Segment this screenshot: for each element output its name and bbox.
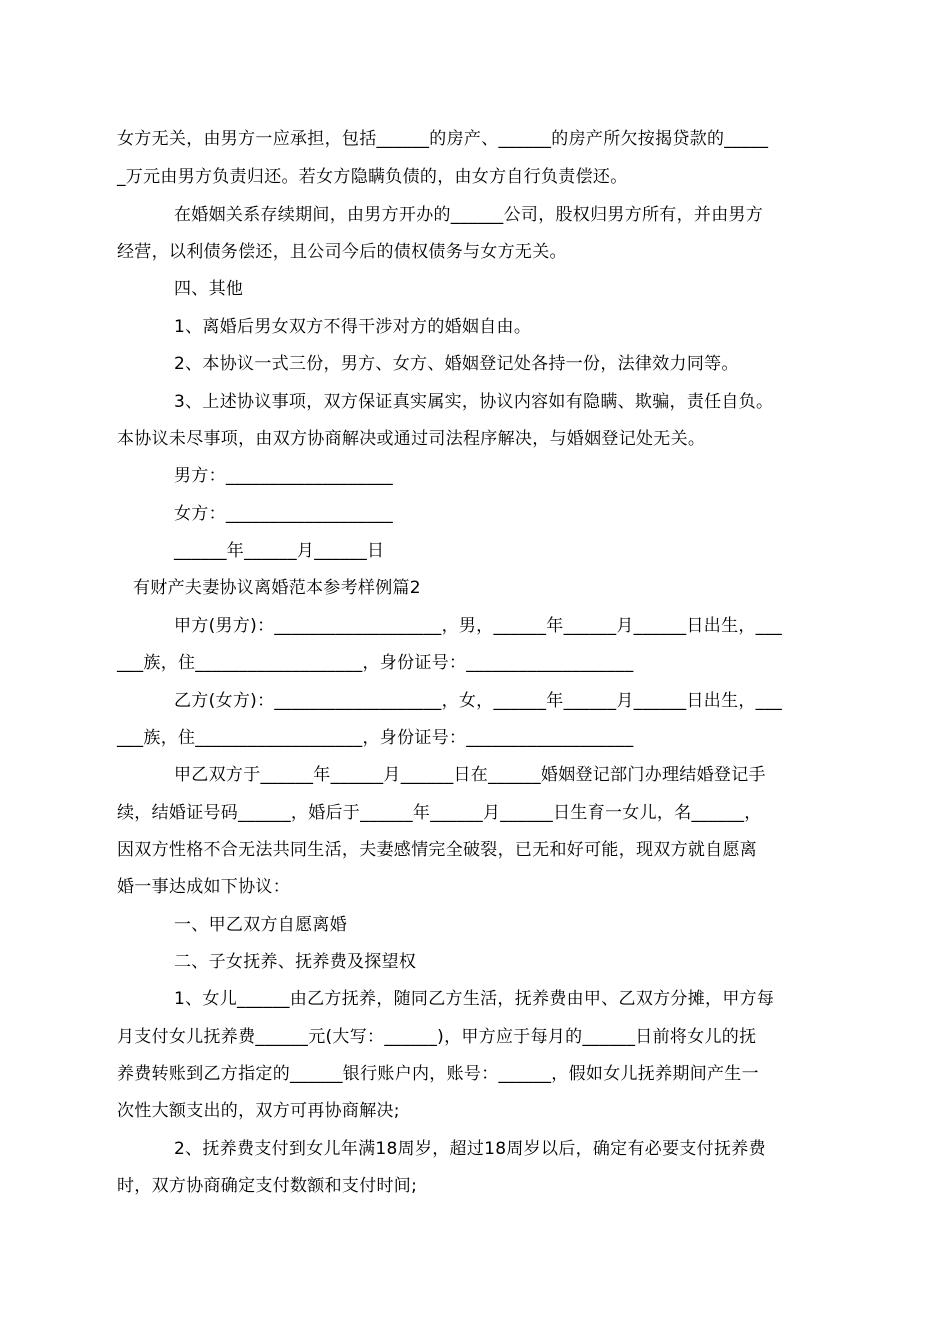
paragraph-line: 次性大额支出的，双方可再协商解决; — [117, 1101, 400, 1121]
paragraph-line: 在婚姻关系存续期间，由男方开办的______公司，股权归男方所有，并由男方 — [174, 205, 764, 225]
paragraph-line: _万元由男方负责归还。若女方隐瞒负债的，由女方自行负责偿还。 — [117, 167, 628, 187]
paragraph-line: 养费转账到乙方指定的______银行账户内，账号：______，假如女儿抚养期间产生一 — [117, 1064, 759, 1084]
signature-line-female: 女方：___________________ — [174, 504, 394, 524]
paragraph-line: 婚一事达成如下协议： — [117, 877, 290, 897]
paragraph-line: 1、女儿______由乙方抚养，随同乙方生活，抚养费由甲、乙双方分摊，甲方每 — [174, 989, 775, 1009]
paragraph-line: 本协议未尽事项，由双方协商解决或通过司法程序解决，与婚姻登记处无关。 — [117, 429, 706, 449]
paragraph-line: 时，双方协商确定支付数额和支付时间; — [117, 1176, 418, 1196]
paragraph-line: 2、抚养费支付到女儿年满18周岁，超过18周岁以后，确定有必要支付抚养费 — [174, 1139, 766, 1159]
paragraph-line: 月支付女儿抚养费______元(大写：______)，甲方应于每月的______日前将女儿的抚 — [117, 1027, 757, 1047]
paragraph-line: ___族，住___________________，身份证号：___________________ — [117, 728, 634, 748]
paragraph-line: ___族，住___________________，身份证号：___________________ — [117, 653, 634, 673]
paragraph-line: 3、上述协议事项，双方保证真实属实，协议内容如有隐瞒、欺骗，责任自负。 — [174, 392, 774, 412]
paragraph-line: 乙方(女方)：___________________，女，______年______月______日出生，___ — [174, 691, 783, 711]
section-heading: 二、子女抚养、抚养费及探望权 — [174, 952, 417, 972]
section-heading: 一、甲乙双方自愿离婚 — [174, 915, 347, 935]
paragraph-line: 甲方(男方)：___________________，男，______年______月______日出生，___ — [174, 616, 783, 636]
date-line: ______年______月______日 — [174, 541, 385, 561]
paragraph-line: 续，结婚证号码______，婚后于______年______月______日生育一女儿，名______， — [117, 803, 762, 823]
paragraph-line: 1、离婚后男女双方不得干涉对方的婚姻自由。 — [174, 317, 532, 337]
paragraph-line: 女方无关，由男方一应承担，包括______的房产、______的房产所欠按揭贷款的_____ — [117, 129, 769, 149]
section-heading: 四、其他 — [174, 279, 244, 299]
paragraph-line: 2、本协议一式三份，男方、女方、婚姻登记处各持一份，法律效力同等。 — [174, 354, 739, 374]
signature-line-male: 男方：___________________ — [174, 466, 394, 486]
section-title: 有财产夫妻协议离婚范本参考样例篇2 — [133, 578, 421, 598]
paragraph-line: 经营，以利债务偿还，且公司今后的债权债务与女方无关。 — [117, 242, 567, 262]
paragraph-line: 因双方性格不合无法共同生活，夫妻感情完全破裂，已无和好可能，现双方就自愿离 — [117, 840, 758, 860]
paragraph-line: 甲乙双方于______年______月______日在______婚姻登记部门办理结婚登记手 — [174, 765, 766, 785]
